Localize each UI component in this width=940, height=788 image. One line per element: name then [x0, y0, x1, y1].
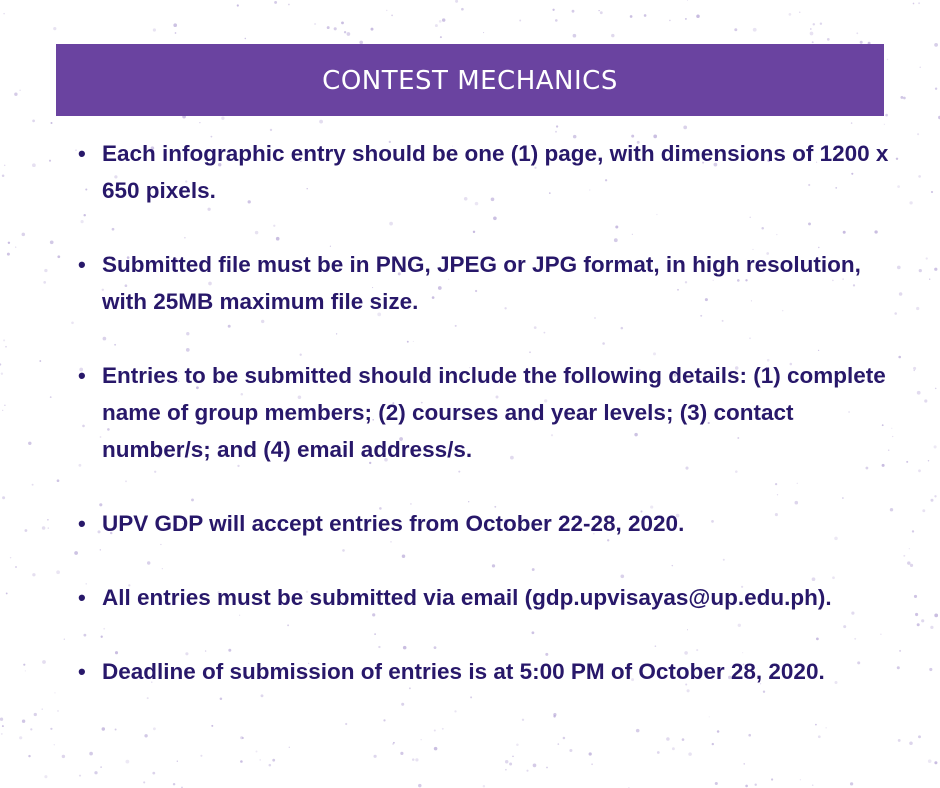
speckle-dot [734, 28, 737, 31]
speckle-dot [850, 782, 853, 785]
speckle-dot [50, 122, 52, 124]
speckle-dot [22, 233, 26, 237]
bullet-icon: • [78, 141, 86, 166]
speckle-dot [44, 269, 47, 272]
speckle-dot [913, 3, 915, 5]
speckle-dot [24, 529, 27, 532]
speckle-dot [2, 496, 5, 499]
speckle-dot [49, 160, 51, 162]
speckle-dot [553, 715, 555, 717]
speckle-dot [57, 710, 58, 711]
speckle-dot [483, 32, 484, 33]
speckle-dot [519, 20, 521, 22]
speckle-dot [15, 566, 17, 568]
speckle-dot [712, 743, 714, 745]
speckle-dot [371, 28, 374, 31]
speckle-dot [918, 735, 921, 738]
rule-text: Submitted file must be in PNG, JPEG or JPG format, in high resolution, with 25MB maximum file size. [102, 252, 861, 314]
speckle-dot [289, 747, 290, 748]
speckle-dot [470, 696, 472, 698]
speckle-dot [812, 784, 814, 786]
speckle-dot [851, 122, 852, 123]
speckle-dot [563, 737, 566, 740]
speckle-dot [644, 14, 647, 17]
list-item [74, 357, 904, 468]
speckle-dot [434, 729, 436, 731]
speckle-dot [856, 32, 858, 34]
speckle-dot [319, 120, 323, 124]
speckle-dot [1, 733, 3, 735]
speckle-dot [813, 23, 815, 25]
speckle-dot [573, 34, 577, 38]
speckle-dot [926, 257, 928, 259]
speckle-dot [688, 752, 692, 756]
speckle-dot [934, 445, 937, 448]
speckle-dot [918, 2, 920, 4]
speckle-dot [42, 708, 43, 709]
speckle-dot [820, 23, 822, 25]
speckle-dot [1, 373, 3, 375]
speckle-dot [421, 739, 422, 740]
speckle-dot [917, 133, 919, 135]
speckle-dot [909, 201, 912, 204]
speckle-dot [393, 742, 395, 744]
speckle-dot [5, 346, 7, 348]
speckle-dot [505, 769, 507, 771]
speckle-dot [748, 734, 751, 737]
speckle-dot [672, 747, 675, 750]
speckle-dot [555, 19, 558, 22]
speckle-dot [918, 469, 921, 472]
speckle-dot [4, 405, 5, 406]
speckle-dot [755, 784, 757, 786]
speckle-dot [906, 461, 908, 463]
speckle-dot [914, 370, 915, 371]
speckle-dot [435, 24, 438, 27]
speckle-dot [345, 723, 347, 725]
speckle-dot [934, 614, 938, 618]
speckle-dot [272, 759, 275, 762]
speckle-dot [143, 781, 145, 783]
speckle-dot [745, 785, 748, 788]
rule-text: Entries to be submitted should include the following details: (1) complete name of group members; (2) courses and year levels; (3) contact number/s; and (4) email address/s. [102, 363, 886, 462]
speckle-dot [696, 15, 700, 19]
speckle-dot [709, 716, 710, 717]
speckle-dot [47, 519, 49, 521]
speckle-dot [913, 367, 916, 370]
speckle-dot [240, 760, 243, 763]
speckle-dot [2, 725, 4, 727]
speckle-dot [221, 117, 224, 120]
speckle-dot [916, 307, 919, 310]
speckle-dot [242, 737, 244, 739]
speckle-dot [439, 20, 442, 23]
speckle-dot [44, 775, 47, 778]
speckle-dot [919, 269, 922, 272]
speckle-dot [935, 88, 937, 90]
speckle-dot [43, 281, 46, 284]
speckle-dot [126, 760, 130, 764]
speckle-dot [903, 97, 906, 100]
speckle-dot [50, 728, 52, 730]
speckle-dot [454, 710, 456, 712]
speckle-dot [62, 755, 65, 758]
speckle-dot [400, 752, 403, 755]
speckle-dot [931, 191, 933, 193]
speckle-dot [391, 14, 393, 16]
speckle-dot [931, 499, 934, 502]
speckle-dot [922, 509, 925, 512]
bullet-icon: • [78, 585, 86, 610]
speckle-dot [386, 10, 387, 11]
speckle-dot [461, 8, 464, 11]
speckle-dot [884, 124, 885, 125]
speckle-dot [630, 15, 633, 18]
speckle-dot [556, 125, 558, 127]
speckle-dot [79, 775, 81, 777]
speckle-dot [572, 10, 575, 13]
speckle-dot [815, 724, 817, 726]
speckle-dot [418, 784, 421, 787]
speckle-dot [2, 174, 5, 177]
speckle-dot [8, 242, 10, 244]
speckle-dot [717, 730, 720, 733]
speckle-dot [270, 129, 272, 131]
speckle-dot [669, 20, 671, 22]
speckle-dot [341, 21, 344, 24]
speckle-dot [256, 751, 258, 753]
speckle-dot [412, 758, 415, 761]
speckle-dot [153, 28, 156, 31]
speckle-dot [555, 131, 557, 133]
speckle-dot [915, 613, 918, 616]
speckle-dot [442, 728, 444, 730]
speckle-dot [50, 396, 52, 398]
rule-text: All entries must be submitted via email (gdp.upvisayas@up.edu.ph). [102, 585, 832, 610]
speckle-dot [715, 782, 718, 785]
speckle-dot [288, 4, 290, 6]
speckle-dot [220, 698, 223, 701]
title-banner [56, 44, 884, 116]
bullet-icon: • [78, 511, 86, 536]
speckle-dot [177, 761, 178, 762]
speckle-dot [42, 526, 46, 530]
speckle-dot [771, 778, 773, 780]
speckle-dot [152, 772, 155, 775]
speckle-dot [934, 268, 937, 271]
speckle-dot [0, 363, 1, 365]
speckle-dot [314, 23, 316, 25]
mechanics-list [74, 135, 904, 690]
speckle-dot [200, 755, 202, 757]
speckle-dot [6, 592, 8, 594]
speckle-dot [687, 0, 688, 1]
speckle-dot [14, 92, 17, 95]
speckle-dot [0, 718, 3, 721]
speckle-dot [32, 163, 36, 167]
speckle-dot [2, 410, 3, 411]
speckle-dot [685, 18, 687, 20]
speckle-dot [789, 13, 792, 16]
speckle-dot [32, 573, 35, 576]
speckle-dot [15, 246, 16, 247]
speckle-dot [912, 530, 914, 532]
speckle-dot [19, 89, 21, 91]
speckle-dot [34, 713, 37, 716]
speckle-dot [245, 38, 246, 39]
speckle-dot [657, 751, 660, 754]
list-item [74, 246, 904, 320]
speckle-dot [929, 668, 932, 671]
speckle-dot [94, 771, 97, 774]
speckle-dot [827, 38, 830, 41]
speckle-dot [259, 759, 261, 761]
speckle-dot [509, 763, 512, 766]
speckle-dot [373, 755, 376, 758]
speckle-dot [39, 360, 41, 362]
speckle-dot [611, 34, 614, 37]
speckle-dot [928, 759, 932, 763]
speckle-dot [54, 692, 55, 693]
speckle-dot [383, 719, 385, 721]
speckle-dot [344, 31, 346, 33]
speckle-dot [102, 727, 105, 730]
rule-text: Each infographic entry should be one (1) page, with dimensions of 1200 x 650 pixels. [102, 141, 889, 203]
bullet-icon: • [78, 252, 86, 277]
speckle-dot [25, 670, 26, 671]
speckle-dot [153, 727, 156, 730]
speckle-dot [928, 460, 929, 461]
speckle-dot [53, 27, 56, 30]
speckle-dot [558, 743, 560, 745]
speckle-dot [48, 527, 49, 528]
speckle-dot [918, 175, 921, 178]
speckle-dot [54, 744, 55, 745]
speckle-dot [636, 729, 640, 733]
speckle-dot [898, 739, 901, 742]
speckle-dot [589, 752, 592, 755]
speckle-dot [10, 557, 11, 558]
speckle-dot [7, 253, 10, 256]
speckle-dot [810, 28, 812, 30]
rule-text: Deadline of submission of entries is at 5:00 PM of October 28, 2020. [102, 659, 825, 684]
speckle-dot [924, 399, 927, 402]
page-title: CONTEST MECHANICS [322, 66, 618, 96]
speckle-dot [3, 339, 5, 341]
speckle-dot [64, 639, 65, 640]
speckle-dot [334, 27, 337, 30]
speckle-dot [569, 749, 572, 752]
speckle-dot [347, 32, 351, 36]
speckle-dot [934, 761, 937, 764]
speckle-dot [415, 758, 418, 761]
speckle-dot [3, 13, 5, 15]
speckle-dot [763, 691, 765, 693]
speckle-dot [546, 767, 548, 769]
speckle-dot [434, 747, 438, 751]
speckle-dot [907, 561, 910, 564]
speckle-dot [934, 495, 936, 497]
speckle-dot [533, 764, 537, 768]
speckle-dot [173, 783, 175, 785]
speckle-dot [199, 122, 200, 123]
speckle-dot [211, 725, 213, 727]
speckle-dot [917, 623, 920, 626]
speckle-dot [261, 694, 264, 697]
speckle-dot [42, 660, 46, 664]
speckle-dot [57, 255, 60, 258]
speckle-dot [147, 697, 149, 699]
speckle-dot [753, 28, 757, 32]
speckle-dot [799, 12, 800, 13]
speckle-dot [921, 619, 924, 622]
speckle-dot [935, 388, 937, 390]
speckle-dot [483, 785, 485, 787]
speckle-dot [442, 18, 445, 21]
speckle-dot [269, 764, 272, 767]
speckle-dot [115, 729, 117, 731]
speckle-dot [175, 32, 177, 34]
speckle-dot [4, 165, 5, 166]
speckle-dot [440, 36, 442, 38]
speckle-dot [552, 9, 554, 11]
speckle-dot [810, 32, 814, 36]
speckle-dot [666, 737, 670, 741]
speckle-dot [50, 240, 54, 244]
list-item [74, 135, 904, 209]
speckle-dot [909, 548, 910, 549]
speckle-dot [887, 59, 888, 60]
speckle-dot [56, 570, 60, 574]
speckle-dot [401, 703, 404, 706]
speckle-dot [32, 120, 35, 123]
speckle-dot [683, 126, 687, 130]
speckle-dot [173, 23, 177, 27]
speckle-dot [930, 626, 933, 629]
speckle-dot [910, 564, 913, 567]
list-item [74, 505, 904, 542]
bullet-icon: • [78, 363, 86, 388]
speckle-dot [23, 664, 25, 666]
speckle-dot [812, 41, 814, 43]
list-item [74, 579, 904, 616]
speckle-dot [89, 752, 93, 756]
speckle-dot [920, 67, 921, 68]
speckle-dot [512, 756, 513, 757]
rule-text: UPV GDP will accept entries from October 22-28, 2020. [102, 511, 685, 536]
bullet-icon: • [78, 659, 86, 684]
speckle-dot [516, 744, 519, 747]
speckle-dot [327, 26, 330, 29]
speckle-dot [885, 114, 888, 117]
speckle-dot [900, 96, 903, 99]
speckle-dot [600, 11, 603, 14]
speckle-dot [743, 763, 744, 764]
speckle-dot [929, 279, 930, 280]
speckle-dot [934, 43, 938, 47]
speckle-dot [19, 736, 22, 739]
list-item [74, 653, 904, 690]
speckle-dot [818, 735, 821, 738]
speckle-dot [598, 10, 599, 11]
speckle-dot [237, 4, 239, 6]
speckle-dot [505, 760, 508, 763]
speckle-dot [57, 479, 60, 482]
speckle-dot [826, 727, 827, 728]
speckle-dot [682, 738, 685, 741]
speckle-dot [591, 763, 593, 765]
speckle-dot [30, 728, 32, 730]
speckle-dot [800, 779, 801, 780]
speckle-dot [909, 742, 913, 746]
speckle-dot [526, 770, 528, 772]
speckle-dot [455, 0, 458, 3]
speckle-dot [28, 755, 30, 757]
speckle-dot [274, 1, 277, 4]
speckle-dot [28, 442, 31, 445]
speckle-dot [144, 734, 147, 737]
speckle-dot [100, 766, 102, 768]
speckle-dot [522, 719, 524, 721]
speckle-dot [32, 484, 34, 486]
speckle-dot [22, 720, 25, 723]
speckle-dot [917, 391, 921, 395]
speckle-dot [914, 595, 917, 598]
